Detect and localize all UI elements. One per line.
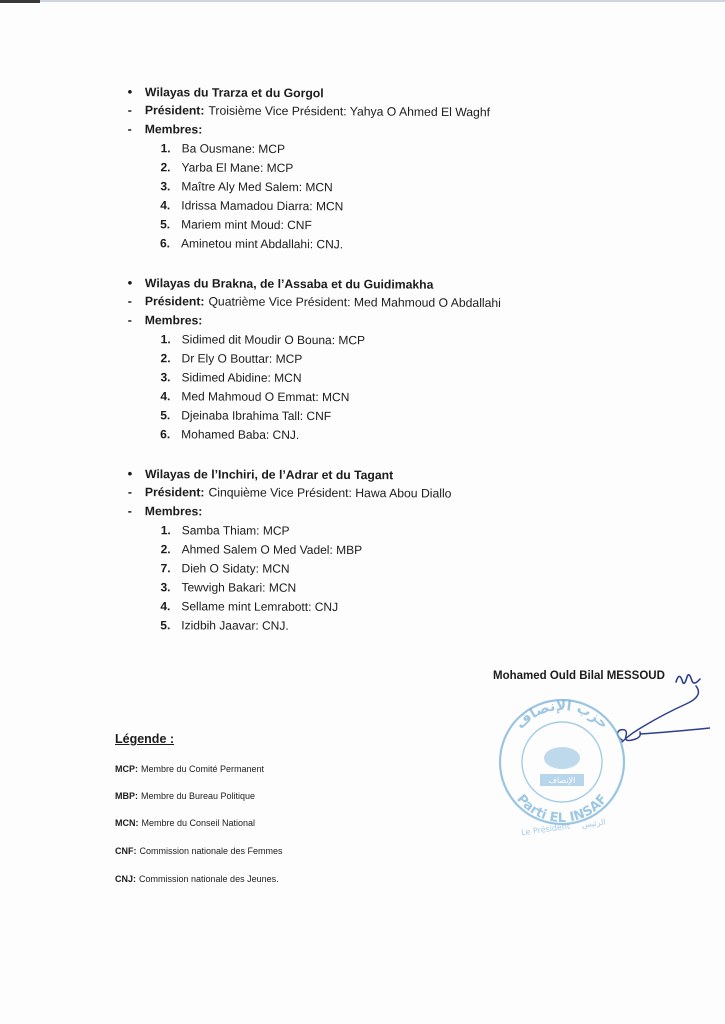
legend-item — [115, 764, 264, 774]
item-text: Dr Ely O Bouttar: MCP — [181, 351, 303, 366]
legend-abbr: MBP: — [115, 791, 138, 801]
members-row — [115, 504, 675, 525]
list-item — [114, 580, 674, 601]
legend-desc: Membre du Comité Permanent — [141, 764, 265, 774]
president-row — [115, 485, 675, 506]
item-text: Ahmed Salem O Med Vadel: MBP — [181, 542, 363, 558]
list-item — [114, 427, 674, 449]
president-name: Cinquième Vice Président: Hawa Abou Diallo — [208, 485, 452, 501]
item-text: Tewvigh Bakari: MCN — [181, 580, 297, 595]
legend-abbr: MCP: — [115, 764, 138, 774]
dash-icon: - — [127, 103, 132, 118]
legend-abbr: CNJ: — [115, 874, 137, 884]
members-label: Membres: — [144, 313, 203, 328]
bullet-icon: • — [127, 84, 133, 100]
legend-desc: Commission nationale des Jeunes. — [139, 874, 279, 884]
stamp-emblem — [544, 747, 580, 769]
president-name: Troisième Vice Président: Yahya O Ahmed El Waghf — [208, 103, 491, 120]
item-number: 4. — [160, 198, 171, 213]
stamp-inner-text: الإنصاف — [548, 776, 576, 785]
item-text: Sidimed Abidine: MCN — [181, 370, 302, 385]
item-number: 5. — [160, 618, 171, 633]
section-heading-row — [115, 466, 675, 487]
list-item — [115, 523, 675, 544]
section-heading: Wilayas de l’Inchiri, de l’Adrar et du Tagant — [144, 467, 394, 483]
item-number: 1. — [160, 523, 171, 538]
legend-item — [115, 874, 279, 884]
item-number: 4. — [160, 389, 171, 404]
legend-abbr: CNF: — [115, 846, 137, 856]
president-name: Quatrième Vice Président: Med Mahmoud O Abdallahi — [208, 294, 501, 311]
dash-icon: - — [127, 485, 132, 500]
item-number: 4. — [160, 599, 171, 614]
legend-item — [115, 818, 255, 828]
item-number: 6. — [159, 236, 171, 251]
list-item — [114, 618, 674, 639]
item-text: Aminetou mint Abdallahi: CNJ. — [180, 236, 344, 252]
item-number: 3. — [160, 370, 171, 385]
dash-icon: - — [127, 504, 132, 519]
item-number: 6. — [160, 427, 171, 442]
item-text: Sellame mint Lemrabott: CNJ — [181, 599, 339, 614]
legend-desc: Membre du Bureau Politique — [141, 791, 256, 801]
item-text: Samba Thiam: MCP — [181, 523, 290, 538]
section-heading: Wilayas du Brakna, de l’Assaba et du Guidimakha — [144, 276, 434, 292]
section-trarza-gorgol — [114, 84, 675, 258]
president-label: Président: — [144, 485, 205, 500]
item-number: 7. — [160, 561, 171, 576]
item-text: Mohamed Baba: CNJ. — [181, 427, 300, 442]
members-label: Membres: — [144, 122, 203, 137]
item-text: Med Mahmoud O Emmat: MCN — [181, 389, 350, 405]
bullet-icon: • — [127, 275, 133, 291]
item-number: 3. — [160, 580, 171, 595]
item-number: 2. — [160, 542, 171, 557]
scan-edge-mark — [0, 0, 40, 3]
list-item — [114, 599, 674, 620]
item-number: 5. — [160, 217, 171, 232]
legend-desc: Commission nationale des Femmes — [139, 846, 283, 856]
stamp-bottom-text: Parti EL INSAF — [513, 791, 611, 827]
legend-item — [115, 846, 283, 856]
section-inchiri-adrar-tagant — [114, 466, 675, 639]
item-text: Sidimed dit Moudir O Bouna: MCP — [181, 332, 366, 348]
members-label: Membres: — [144, 504, 203, 519]
legend-title: Légende : — [115, 732, 175, 746]
stamp-top-text: حزب الإنصاف — [512, 697, 612, 733]
item-number: 5. — [160, 408, 171, 423]
legend-item — [115, 791, 255, 801]
bullet-icon: • — [127, 466, 133, 482]
item-text: Ba Ousmane: MCP — [181, 141, 286, 157]
list-item — [115, 561, 675, 582]
president-label: Président: — [144, 103, 205, 118]
item-number: 2. — [160, 351, 171, 366]
dash-icon: - — [127, 313, 132, 328]
item-text: Yarba El Mane: MCP — [181, 160, 294, 176]
item-number: 2. — [160, 160, 171, 175]
item-text: Dieh O Sidaty: MCN — [181, 561, 290, 576]
party-stamp — [488, 692, 638, 842]
stamp-president-fr: Le Président — [520, 821, 571, 838]
item-number: 3. — [160, 179, 171, 194]
list-item — [114, 236, 674, 258]
president-label: Président: — [144, 294, 205, 309]
list-item — [115, 542, 675, 563]
dash-icon: - — [127, 294, 132, 309]
scan-edge — [0, 0, 725, 2]
item-number: 1. — [160, 141, 171, 156]
legend-desc: Membre du Conseil National — [141, 818, 256, 828]
legend-abbr: MCN: — [115, 818, 139, 828]
dash-icon: - — [127, 122, 132, 137]
item-text: Idrissa Mamadou Diarra: MCN — [181, 198, 344, 214]
item-text: Mariem mint Moud: CNF — [181, 217, 312, 233]
item-number: 1. — [160, 332, 171, 347]
signer-name: Mohamed Ould Bilal MESSOUD — [493, 670, 665, 682]
stamp-president-ar: الرئيس — [581, 817, 607, 830]
item-text: Djeinaba Ibrahima Tall: CNF — [181, 408, 332, 424]
section-heading: Wilayas du Trarza et du Gorgol — [144, 85, 324, 101]
section-brakna-assaba-guidimakha — [114, 275, 675, 449]
item-text: Maître Aly Med Salem: MCN — [181, 179, 333, 195]
item-text: Izidbih Jaavar: CNJ. — [181, 618, 289, 633]
